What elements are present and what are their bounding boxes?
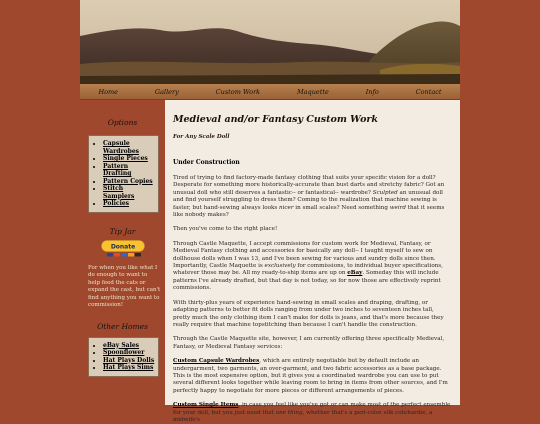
list-item — [103, 140, 155, 155]
header-banner — [80, 0, 460, 84]
main-content — [165, 100, 460, 423]
nav-home[interactable]: Home — [98, 87, 119, 96]
option-pattern-copies-link[interactable]: Pattern Copies — [103, 177, 153, 185]
list-item — [103, 364, 155, 372]
list-item — [103, 163, 155, 178]
custom-capsule-wardrobes-link[interactable]: Custom Capsule Wardrobes — [173, 358, 260, 365]
hat-plays-sims-link[interactable]: Hat Plays Sims — [103, 364, 154, 371]
text-run: , in case you feel like you've got or can make most of the perfect ensemble for your doll, but you just need — [173, 402, 451, 416]
sidebar — [80, 100, 165, 405]
text-run: an unusual doll and find yourself struggling to dress them? Coming to the realization that machine sewing is faster, but hand-sewing always looks — [173, 189, 443, 211]
option-policies-link[interactable]: Policies — [103, 200, 130, 207]
text-run: that it seems like nobody makes? — [173, 204, 445, 219]
other-homes-heading: Other Homes — [97, 321, 148, 331]
hills-landscape-image — [80, 0, 460, 84]
services-paragraph: Through the Castle Maquette site, however, I am currently offering three specifically Medieval, Fantasy, or Medieval Fantasy services: — [173, 336, 445, 350]
tip-jar-text: For when you like what I do enough to want to help feed the cats or expand the cast, but can't find anything you want to commission! — [88, 264, 161, 308]
capsule-paragraph — [173, 358, 452, 395]
other-homes-list — [93, 342, 155, 372]
page-title: Medieval and/or Fantasy Custom Work — [173, 114, 378, 125]
text-run: weird — [389, 204, 406, 211]
options-list — [93, 140, 155, 208]
other-homes-box — [88, 337, 159, 377]
donate-button[interactable] — [101, 240, 145, 257]
option-capsule-wardrobes-link[interactable]: Capsule Wardrobes — [103, 140, 140, 155]
experience-paragraph: With thirty-plus years of experience hand-sewing in small scales and draping, drafting, or adapting patterns to better fit dolls ranging from under two inches to seventeen inches tall, pretty much the only clothing item I can't make for dolls is jeans, and that's more because they really require that machine topstitching than because I can't handle the construction. — [173, 299, 444, 328]
nav-bar — [80, 84, 460, 100]
hat-plays-dolls-link[interactable]: Hat Plays Dolls — [103, 356, 155, 364]
page-frame — [80, 0, 460, 423]
text-run: Sculpted — [372, 189, 398, 196]
list-item — [103, 357, 155, 365]
nav-gallery[interactable]: Gallery — [154, 87, 179, 96]
text-run: for commissions, to individual buyer specifications, whatever those may be. All my ready-to-ship items are up on — [173, 263, 443, 277]
options-box — [88, 135, 159, 213]
page-subtitle: For Any Scale Doll — [173, 134, 230, 140]
list-item — [103, 155, 155, 163]
nav-contact[interactable]: Contact — [415, 87, 442, 96]
list-item — [103, 178, 155, 186]
list-item — [103, 342, 155, 350]
spoonflower-link[interactable]: Spoonflower — [103, 349, 145, 356]
custom-single-items-link[interactable]: Custom Single Items — [173, 402, 239, 409]
text-run: nicer — [279, 204, 294, 211]
ebay-link[interactable]: eBay — [347, 270, 363, 277]
nav-info[interactable]: Info — [365, 87, 379, 96]
donate-label: Donate — [110, 243, 135, 251]
option-pattern-drafting-link[interactable]: Pattern Drafting — [103, 162, 132, 177]
text-run: , whether that's a peri-color silk cotehardie, a midwife's — [173, 409, 433, 423]
list-item — [103, 200, 155, 208]
text-run: , which are entirely negotiable but by default include an undergarment, two garments, an over-garment, and two fabric accessories as a base package. This is the most expensive option, but it gives you a coordinated wardrobe you can use to put several different looks together while leaving room to bring in items from other sources, and I'm perfectly happy to negotiate for more pieces or different arrangements of pieces. — [173, 358, 448, 394]
option-stitch-samplers-link[interactable]: Stitch Samplers — [103, 185, 135, 200]
section-heading: Under Construction — [173, 159, 240, 166]
text-run: . Someday this will include patterns I've already drafted, but that day is not today, so for now those are effectively reprint commissions. — [173, 270, 441, 292]
nav-custom-work[interactable]: Custom Work — [215, 87, 261, 96]
text-run: Tired of trying to find factory-made fantasy clothing that suits your specific vision for a doll? Desperate for something more historically-accurate than bust darts and stretchy fabric? Got an unusual doll who still deserves a fantastic-- or fantastical-- wardrobe? — [173, 175, 445, 196]
list-item — [103, 185, 155, 200]
option-single-pieces-link[interactable]: Single Pieces — [103, 155, 148, 162]
text-run: in small scales? Need something — [293, 204, 390, 211]
commissions-paragraph — [173, 241, 452, 293]
text-run: Through Castle Maquette, I accept commissions for custom work for Medieval, Fantasy, or Medieval Fantasy clothing and accessories for basically any doll-- I taught myself to sew on dollhouse dolls when I was 13, and I've been sewing for various and sundry dolls since then. Importantly, Castle Maquette is — [173, 240, 436, 270]
text-run: exclusively — [264, 263, 296, 270]
ebay-sales-link[interactable]: eBay Sales — [103, 341, 140, 349]
intro-paragraph — [173, 175, 452, 219]
options-heading: Options — [107, 118, 138, 127]
text-run: that one thing — [262, 409, 303, 416]
welcome-paragraph: Then you've come to the right place! — [173, 226, 278, 233]
list-item — [103, 349, 155, 357]
tip-jar-heading: Tip Jar — [109, 226, 136, 236]
single-items-paragraph — [173, 402, 452, 424]
nav-maquette[interactable]: Maquette — [297, 87, 329, 96]
